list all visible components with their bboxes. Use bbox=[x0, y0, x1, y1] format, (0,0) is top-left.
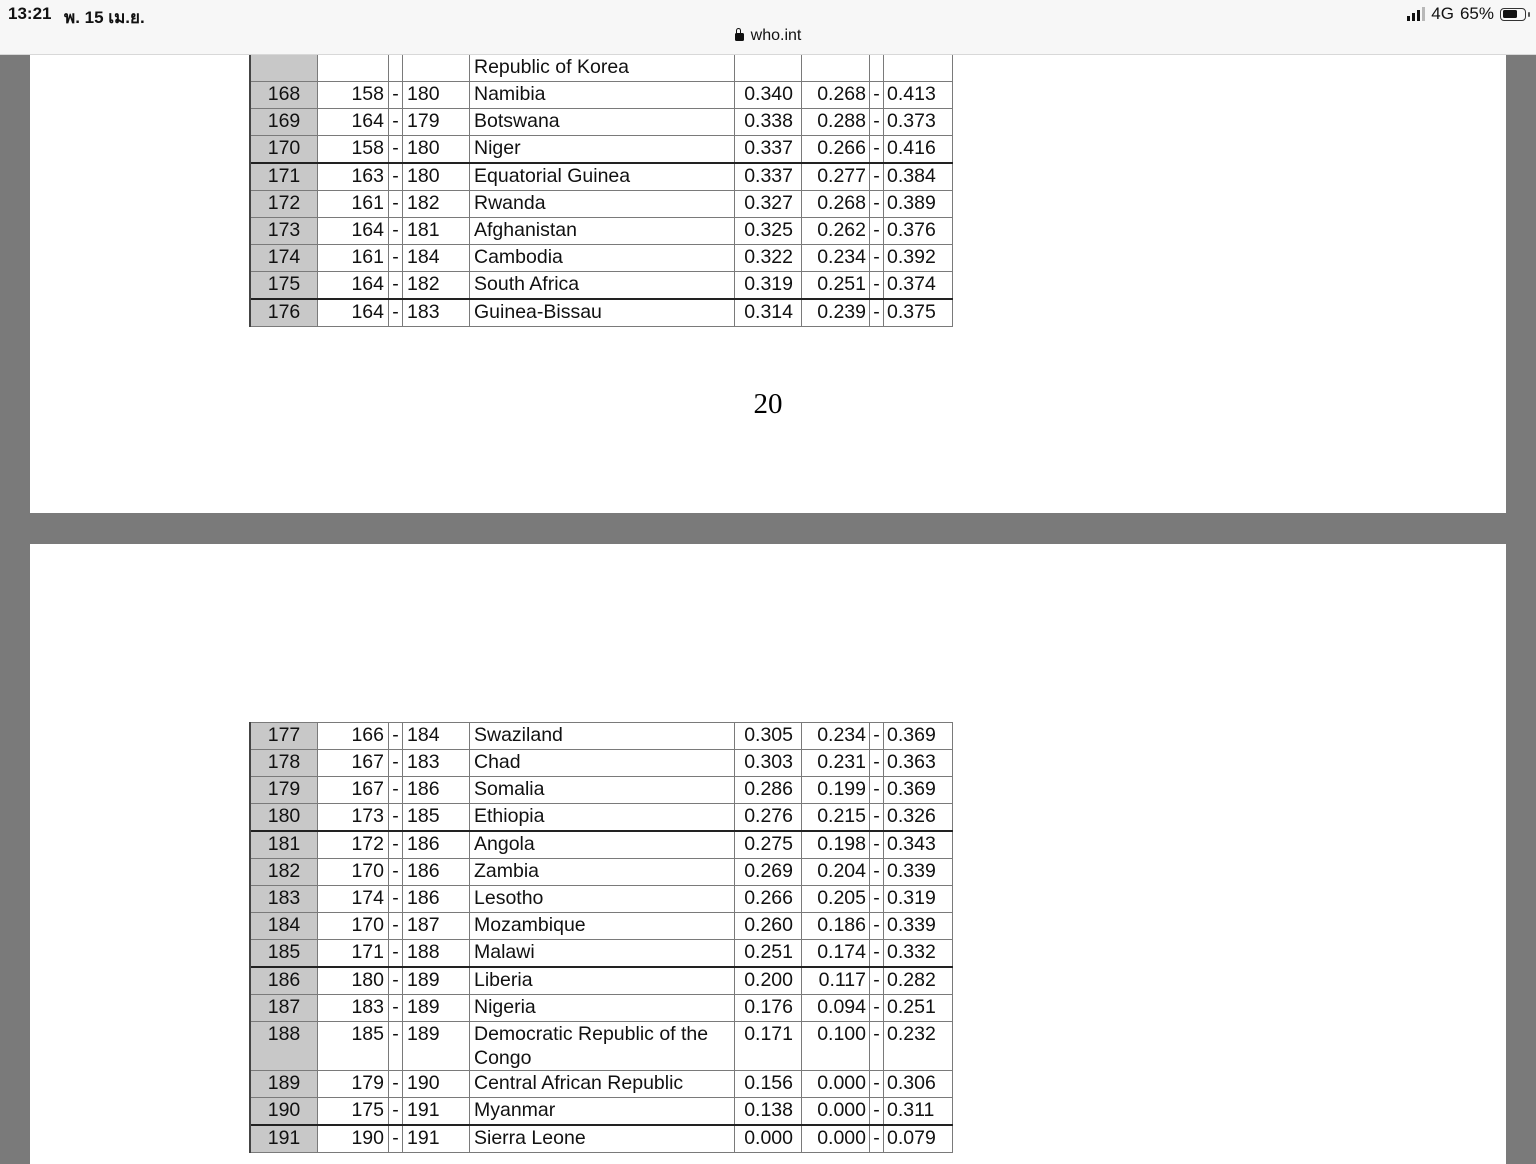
country-cell: Malawi bbox=[470, 940, 735, 968]
interval-low-cell: 0.174 bbox=[802, 940, 870, 968]
range-low-cell: 173 bbox=[318, 804, 389, 832]
interval-dash: - bbox=[870, 191, 884, 218]
page-number: 20 bbox=[753, 388, 783, 420]
range-low-cell: 163 bbox=[318, 163, 389, 191]
interval-high-cell: 0.079 bbox=[884, 1125, 953, 1153]
range-low-cell: 183 bbox=[318, 995, 389, 1022]
score-cell: 0.322 bbox=[735, 245, 802, 272]
interval-high-cell: 0.374 bbox=[884, 272, 953, 300]
interval-low-cell: 0.205 bbox=[802, 886, 870, 913]
table-row bbox=[250, 750, 953, 777]
country-cell: Namibia bbox=[470, 82, 735, 109]
interval-dash: - bbox=[870, 1071, 884, 1098]
address-bar[interactable] bbox=[0, 27, 1536, 45]
score-cell: 0.275 bbox=[735, 831, 802, 859]
range-high-cell: 188 bbox=[403, 940, 470, 968]
range-high-cell: 185 bbox=[403, 804, 470, 832]
range-dash: - bbox=[389, 1071, 403, 1098]
range-high-cell: 179 bbox=[403, 109, 470, 136]
rank-cell: 187 bbox=[250, 995, 318, 1022]
interval-dash: - bbox=[870, 804, 884, 832]
country-cell: Zambia bbox=[470, 859, 735, 886]
interval-dash: - bbox=[870, 272, 884, 300]
range-high-cell: 182 bbox=[403, 272, 470, 300]
pdf-page-20 bbox=[30, 0, 1506, 513]
ranking-table-top bbox=[249, 54, 953, 327]
interval-dash: - bbox=[870, 299, 884, 327]
country-cell: Cambodia bbox=[470, 245, 735, 272]
range-low-cell: 167 bbox=[318, 750, 389, 777]
range-low-cell: 164 bbox=[318, 272, 389, 300]
lock-icon bbox=[735, 33, 744, 41]
range-low-cell: 172 bbox=[318, 831, 389, 859]
rank-cell: 181 bbox=[250, 831, 318, 859]
table-row bbox=[250, 859, 953, 886]
interval-high-cell: 0.369 bbox=[884, 723, 953, 750]
score-cell: 0.340 bbox=[735, 82, 802, 109]
interval-dash: - bbox=[870, 1125, 884, 1153]
score-cell: 0.286 bbox=[735, 777, 802, 804]
range-low-cell: 170 bbox=[318, 913, 389, 940]
rank-cell: 180 bbox=[250, 804, 318, 832]
interval-dash: - bbox=[870, 940, 884, 968]
rank-cell: 185 bbox=[250, 940, 318, 968]
interval-dash: - bbox=[870, 82, 884, 109]
range-high-cell: 183 bbox=[403, 299, 470, 327]
interval-low-cell: 0.239 bbox=[802, 299, 870, 327]
interval-dash: - bbox=[870, 995, 884, 1022]
table-row bbox=[250, 723, 953, 750]
interval-low-cell: 0.000 bbox=[802, 1098, 870, 1126]
range-low-cell: 161 bbox=[318, 191, 389, 218]
interval-low-cell: 0.266 bbox=[802, 136, 870, 164]
interval-high-cell: 0.369 bbox=[884, 777, 953, 804]
table-row bbox=[250, 913, 953, 940]
range-dash: - bbox=[389, 967, 403, 995]
rank-cell: 168 bbox=[250, 82, 318, 109]
range-high-cell: 184 bbox=[403, 245, 470, 272]
table-row bbox=[250, 777, 953, 804]
score-cell: 0.338 bbox=[735, 109, 802, 136]
interval-high-cell: 0.232 bbox=[884, 1022, 953, 1071]
rank-cell: 191 bbox=[250, 1125, 318, 1153]
score-cell: 0.251 bbox=[735, 940, 802, 968]
rank-cell: 182 bbox=[250, 859, 318, 886]
country-cell: Myanmar bbox=[470, 1098, 735, 1126]
rank-cell: 171 bbox=[250, 163, 318, 191]
country-cell: Liberia bbox=[470, 967, 735, 995]
rank-cell: 175 bbox=[250, 272, 318, 300]
interval-dash: - bbox=[870, 831, 884, 859]
range-dash: - bbox=[389, 245, 403, 272]
interval-high-cell: 0.339 bbox=[884, 859, 953, 886]
interval-low-cell: 0.100 bbox=[802, 1022, 870, 1071]
range-low-cell: 158 bbox=[318, 82, 389, 109]
interval-low-cell: 0.251 bbox=[802, 272, 870, 300]
table-row bbox=[250, 995, 953, 1022]
interval-high-cell: 0.282 bbox=[884, 967, 953, 995]
interval-low-cell: 0.268 bbox=[802, 82, 870, 109]
score-cell: 0.260 bbox=[735, 913, 802, 940]
interval-high-cell: 0.339 bbox=[884, 913, 953, 940]
range-low-cell: 171 bbox=[318, 940, 389, 968]
range-high-cell: 184 bbox=[403, 723, 470, 750]
score-cell: 0.337 bbox=[735, 163, 802, 191]
interval-low-cell: 0.000 bbox=[802, 1071, 870, 1098]
rank-cell: 170 bbox=[250, 136, 318, 164]
table-row bbox=[250, 218, 953, 245]
interval-high-cell: 0.416 bbox=[884, 136, 953, 164]
range-low-cell: 158 bbox=[318, 136, 389, 164]
table-row bbox=[250, 136, 953, 164]
status-and-address-bar bbox=[0, 0, 1536, 55]
range-high-cell: 186 bbox=[403, 886, 470, 913]
score-cell: 0.325 bbox=[735, 218, 802, 245]
range-low-cell: 185 bbox=[318, 1022, 389, 1071]
table-row bbox=[250, 272, 953, 300]
table-row-partial bbox=[250, 55, 953, 82]
range-dash: - bbox=[389, 136, 403, 164]
range-high-cell: 186 bbox=[403, 859, 470, 886]
cell-signal-icon bbox=[1407, 7, 1425, 21]
table-row bbox=[250, 886, 953, 913]
table-row bbox=[250, 245, 953, 272]
range-dash: - bbox=[389, 1125, 403, 1153]
score-cell: 0.269 bbox=[735, 859, 802, 886]
table-row bbox=[250, 1098, 953, 1126]
interval-high-cell: 0.384 bbox=[884, 163, 953, 191]
range-high-cell: 189 bbox=[403, 967, 470, 995]
country-cell: Ethiopia bbox=[470, 804, 735, 832]
range-low-cell: 175 bbox=[318, 1098, 389, 1126]
rank-cell bbox=[250, 55, 318, 82]
interval-low-cell: 0.094 bbox=[802, 995, 870, 1022]
rank-cell: 177 bbox=[250, 723, 318, 750]
range-dash: - bbox=[389, 886, 403, 913]
interval-dash: - bbox=[870, 1022, 884, 1071]
rank-cell: 173 bbox=[250, 218, 318, 245]
table-row bbox=[250, 82, 953, 109]
range-high-cell: 191 bbox=[403, 1098, 470, 1126]
range-dash: - bbox=[389, 995, 403, 1022]
range-low-cell: 190 bbox=[318, 1125, 389, 1153]
interval-dash: - bbox=[870, 723, 884, 750]
battery-percent: 65% bbox=[1459, 4, 1494, 23]
interval-high-cell: 0.389 bbox=[884, 191, 953, 218]
country-cell: South Africa bbox=[470, 272, 735, 300]
range-dash: - bbox=[389, 109, 403, 136]
score-cell: 0.200 bbox=[735, 967, 802, 995]
range-low-cell: 166 bbox=[318, 723, 389, 750]
interval-dash: - bbox=[870, 163, 884, 191]
interval-low-cell: 0.234 bbox=[802, 245, 870, 272]
range-low-cell: 161 bbox=[318, 245, 389, 272]
interval-high-cell: 0.251 bbox=[884, 995, 953, 1022]
country-cell: Equatorial Guinea bbox=[470, 163, 735, 191]
range-dash: - bbox=[389, 831, 403, 859]
interval-low-cell: 0.186 bbox=[802, 913, 870, 940]
rank-cell: 189 bbox=[250, 1071, 318, 1098]
network-type: 4G bbox=[1431, 4, 1454, 23]
rank-cell: 184 bbox=[250, 913, 318, 940]
battery-icon bbox=[1500, 8, 1526, 21]
interval-dash: - bbox=[870, 913, 884, 940]
country-cell: Guinea-Bissau bbox=[470, 299, 735, 327]
table-row bbox=[250, 1022, 953, 1071]
country-cell: Mozambique bbox=[470, 913, 735, 940]
country-cell: Democratic Republic of the Congo bbox=[470, 1022, 735, 1071]
range-dash: - bbox=[389, 859, 403, 886]
range-dash: - bbox=[389, 299, 403, 327]
range-dash: - bbox=[389, 723, 403, 750]
table-row bbox=[250, 191, 953, 218]
score-cell: 0.314 bbox=[735, 299, 802, 327]
country-cell: Swaziland bbox=[470, 723, 735, 750]
range-low-cell: 180 bbox=[318, 967, 389, 995]
interval-low-cell: 0.288 bbox=[802, 109, 870, 136]
interval-high-cell: 0.343 bbox=[884, 831, 953, 859]
range-high-cell: 186 bbox=[403, 831, 470, 859]
range-dash: - bbox=[389, 913, 403, 940]
score-cell: 0.303 bbox=[735, 750, 802, 777]
table-row bbox=[250, 831, 953, 859]
interval-high-cell: 0.319 bbox=[884, 886, 953, 913]
table-row bbox=[250, 804, 953, 832]
interval-low-cell: 0.204 bbox=[802, 859, 870, 886]
score-cell: 0.337 bbox=[735, 136, 802, 164]
interval-low-cell: 0.199 bbox=[802, 777, 870, 804]
score-cell: 0.171 bbox=[735, 1022, 802, 1071]
interval-high-cell: 0.392 bbox=[884, 245, 953, 272]
rank-cell: 183 bbox=[250, 886, 318, 913]
score-cell: 0.176 bbox=[735, 995, 802, 1022]
score-cell: 0.319 bbox=[735, 272, 802, 300]
range-dash: - bbox=[389, 777, 403, 804]
range-dash: - bbox=[389, 163, 403, 191]
range-low-cell: 164 bbox=[318, 109, 389, 136]
country-cell: Lesotho bbox=[470, 886, 735, 913]
rank-cell: 176 bbox=[250, 299, 318, 327]
pdf-page-21 bbox=[30, 544, 1506, 1164]
country-cell: Somalia bbox=[470, 777, 735, 804]
table-row bbox=[250, 940, 953, 968]
interval-high-cell: 0.326 bbox=[884, 804, 953, 832]
range-high-cell: 183 bbox=[403, 750, 470, 777]
interval-high-cell: 0.375 bbox=[884, 299, 953, 327]
address-url: who.int bbox=[750, 27, 802, 44]
range-high-cell: 190 bbox=[403, 1071, 470, 1098]
range-dash: - bbox=[389, 272, 403, 300]
table-row bbox=[250, 1125, 953, 1153]
country-cell: Rwanda bbox=[470, 191, 735, 218]
interval-dash: - bbox=[870, 136, 884, 164]
rank-cell: 172 bbox=[250, 191, 318, 218]
range-high-cell: 182 bbox=[403, 191, 470, 218]
score-cell: 0.276 bbox=[735, 804, 802, 832]
range-high-cell: 180 bbox=[403, 136, 470, 164]
range-low-cell: 179 bbox=[318, 1071, 389, 1098]
interval-dash: - bbox=[870, 245, 884, 272]
interval-low-cell: 0.198 bbox=[802, 831, 870, 859]
range-dash: - bbox=[389, 750, 403, 777]
country-cell: Chad bbox=[470, 750, 735, 777]
ranking-table-bottom bbox=[249, 722, 953, 1153]
country-cell: Sierra Leone bbox=[470, 1125, 735, 1153]
range-high-cell: 189 bbox=[403, 995, 470, 1022]
range-high-cell: 191 bbox=[403, 1125, 470, 1153]
range-high-cell: 180 bbox=[403, 163, 470, 191]
rank-cell: 169 bbox=[250, 109, 318, 136]
status-indicators bbox=[1407, 4, 1526, 24]
range-low-cell: 170 bbox=[318, 859, 389, 886]
table-row bbox=[250, 109, 953, 136]
table-row bbox=[250, 163, 953, 191]
interval-low-cell: 0.234 bbox=[802, 723, 870, 750]
rank-cell: 190 bbox=[250, 1098, 318, 1126]
score-cell: 0.156 bbox=[735, 1071, 802, 1098]
interval-high-cell: 0.332 bbox=[884, 940, 953, 968]
rank-cell: 188 bbox=[250, 1022, 318, 1071]
range-low-cell: 167 bbox=[318, 777, 389, 804]
score-cell: 0.138 bbox=[735, 1098, 802, 1126]
rank-cell: 174 bbox=[250, 245, 318, 272]
range-dash: - bbox=[389, 940, 403, 968]
range-dash: - bbox=[389, 82, 403, 109]
interval-dash: - bbox=[870, 777, 884, 804]
interval-low-cell: 0.000 bbox=[802, 1125, 870, 1153]
country-cell: Niger bbox=[470, 136, 735, 164]
interval-high-cell: 0.311 bbox=[884, 1098, 953, 1126]
interval-dash: - bbox=[870, 967, 884, 995]
range-high-cell: 187 bbox=[403, 913, 470, 940]
range-high-cell: 180 bbox=[403, 82, 470, 109]
range-high-cell: 186 bbox=[403, 777, 470, 804]
interval-low-cell: 0.262 bbox=[802, 218, 870, 245]
interval-low-cell: 0.231 bbox=[802, 750, 870, 777]
interval-high-cell: 0.413 bbox=[884, 82, 953, 109]
table-row bbox=[250, 299, 953, 327]
rank-cell: 178 bbox=[250, 750, 318, 777]
range-high-cell: 181 bbox=[403, 218, 470, 245]
score-cell: 0.327 bbox=[735, 191, 802, 218]
range-dash: - bbox=[389, 191, 403, 218]
interval-dash: - bbox=[870, 750, 884, 777]
table-row bbox=[250, 967, 953, 995]
range-low-cell: 164 bbox=[318, 218, 389, 245]
country-cell: Republic of Korea bbox=[470, 55, 735, 82]
interval-low-cell: 0.117 bbox=[802, 967, 870, 995]
country-cell: Central African Republic bbox=[470, 1071, 735, 1098]
interval-low-cell: 0.277 bbox=[802, 163, 870, 191]
interval-dash: - bbox=[870, 859, 884, 886]
country-cell: Afghanistan bbox=[470, 218, 735, 245]
interval-high-cell: 0.363 bbox=[884, 750, 953, 777]
interval-dash: - bbox=[870, 109, 884, 136]
rank-cell: 179 bbox=[250, 777, 318, 804]
interval-dash: - bbox=[870, 218, 884, 245]
interval-high-cell: 0.373 bbox=[884, 109, 953, 136]
country-cell: Angola bbox=[470, 831, 735, 859]
country-cell: Botswana bbox=[470, 109, 735, 136]
interval-high-cell: 0.376 bbox=[884, 218, 953, 245]
score-cell: 0.000 bbox=[735, 1125, 802, 1153]
interval-dash: - bbox=[870, 1098, 884, 1126]
rank-cell: 186 bbox=[250, 967, 318, 995]
range-dash: - bbox=[389, 1022, 403, 1071]
range-dash: - bbox=[389, 1098, 403, 1126]
range-dash: - bbox=[389, 804, 403, 832]
interval-high-cell: 0.306 bbox=[884, 1071, 953, 1098]
status-time: 13:21 bbox=[8, 4, 52, 23]
range-high-cell: 189 bbox=[403, 1022, 470, 1071]
country-cell: Nigeria bbox=[470, 995, 735, 1022]
score-cell: 0.266 bbox=[735, 886, 802, 913]
range-dash: - bbox=[389, 218, 403, 245]
interval-dash: - bbox=[870, 886, 884, 913]
status-date: พ. 15 เม.ย. bbox=[64, 8, 145, 27]
interval-low-cell: 0.215 bbox=[802, 804, 870, 832]
range-low-cell: 174 bbox=[318, 886, 389, 913]
range-low-cell: 164 bbox=[318, 299, 389, 327]
table-row bbox=[250, 1071, 953, 1098]
score-cell: 0.305 bbox=[735, 723, 802, 750]
interval-low-cell: 0.268 bbox=[802, 191, 870, 218]
